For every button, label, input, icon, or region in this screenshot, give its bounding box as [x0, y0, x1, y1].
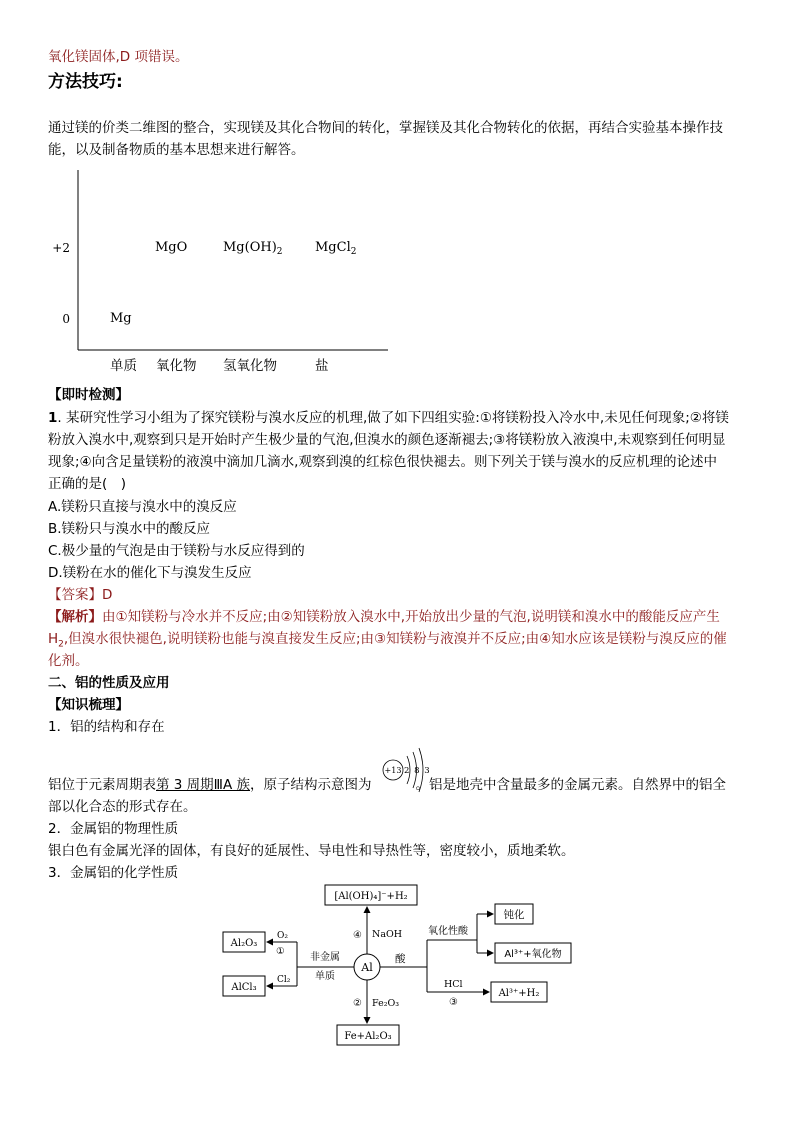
fe2o3-label: Fe₂O₃: [372, 998, 400, 1009]
prev-answer-tail: 氧化镁固体,D 项错误。: [48, 49, 189, 65]
x-category-label: 单质: [110, 358, 137, 374]
al-existence-line: 部以化合态的形式存在。: [48, 799, 197, 815]
nonmetal-label2: 单质: [315, 971, 335, 982]
electron-counts: 2 8 3: [404, 766, 431, 776]
al-center-label: Al: [361, 961, 373, 974]
compound-label: Mg: [110, 311, 132, 326]
question-number: 1: [48, 410, 58, 426]
nonmetal-label1: 非金属: [310, 952, 340, 963]
question-line1: [48, 408, 729, 428]
subsection-2: 2．金属铝的物理性质: [48, 821, 179, 837]
question-line3: 现象;④向含足量镁粉的液溴中滴加几滴水,观察到溴的红棕色很快褪去。则下列关于镁与溴水的反应机理的论述中: [48, 454, 717, 470]
al3-oxide-label: Al³⁺+氧化物: [504, 949, 562, 960]
al-period-group: 第 3 周期ⅢA 族: [156, 777, 251, 793]
explanation-text2: ,但溴水很快褪色,说明镁粉也能与溴直接发生反应;由③知镁粉与液溴并不反应;由④知水应该是镁粉与溴反应的催: [63, 631, 727, 647]
explanation-tag: 【解析】: [48, 609, 102, 625]
method-paragraph-line2: 能，以及制备物质的基本思想来进行解答。: [48, 142, 305, 158]
subsection-1: 1．铝的结构和存在: [48, 719, 165, 735]
physical-properties: 银白色有金属光泽的固体，有良好的延展性、导电性和导热性等，密度较小，质地柔软。: [48, 843, 575, 859]
acid-label: 酸: [395, 953, 406, 965]
al-position-text-b: ，原子结构示意图为: [250, 777, 372, 793]
h2-symbol: H: [48, 631, 59, 647]
question-text1: . 某研究性学习小组为了探究镁粉与溴水反应的机理,做了如下四组实验:①将镁粉投入冷水中,未见任何现象;②将镁: [57, 410, 729, 426]
al2o3-label: Al₂O₃: [230, 938, 258, 949]
compound-label: MgO: [155, 240, 188, 255]
option-d: D.镁粉在水的催化下与溴发生反应: [48, 565, 252, 581]
oxidizing-acid-label: 氧化性酸: [428, 926, 468, 937]
naoh-number: ④: [353, 930, 362, 941]
naoh-label: NaOH: [372, 929, 403, 940]
bottom-product-label: Fe+Al₂O₃: [344, 1031, 392, 1042]
method-heading: 方法技巧:: [48, 72, 123, 92]
al-position-text-a: 铝位于元素周期表: [48, 777, 156, 793]
explanation-line3: 化剂。: [48, 653, 89, 669]
answer-line: 【答案】D: [48, 587, 113, 603]
al-atom-structure-diagram: [380, 740, 436, 798]
method-paragraph-line1: 通过镁的价类二维图的整合，实现镁及其化合物间的转化，掌握镁及其化合物转化的依据，再结合实验基本操作技: [48, 120, 723, 136]
compound-label: $Mg(OH)_2$: [223, 240, 283, 257]
o2-label: O₂: [277, 931, 288, 941]
subsection-3: 3．金属铝的化学性质: [48, 865, 179, 881]
o2-number: ①: [276, 946, 285, 957]
option-a: A.镁粉只直接与溴水中的溴反应: [48, 499, 237, 515]
question-line2: 粉放入溴水中,观察到只是开始时产生极少量的气泡,但溴水的颜色逐渐褪去;③将镁粉放入液溴中,未观察到任何明显: [48, 432, 726, 448]
mg-valence-chart: [48, 165, 398, 380]
knowledge-tag: 【知识梳理】: [48, 697, 129, 713]
al-position-text-c: 。铝是地壳中含量最多的金属元素。自然界中的铝全: [415, 777, 727, 793]
hcl-number: ③: [449, 997, 458, 1008]
explanation-line2: [48, 629, 727, 655]
question-line4: 正确的是( ): [48, 476, 127, 492]
explanation-text1: 由①知镁粉与冷水并不反应;由②知镁粉放入溴水中,开始放出少量的气泡,说明镁和溴水中的酸能反应产生: [102, 609, 720, 625]
quiz-tag: 【即时检测】: [48, 387, 129, 403]
x-category-label: 氧化物: [156, 358, 197, 374]
option-b: B.镁粉只与溴水中的酸反应: [48, 521, 211, 537]
explanation-line1: [48, 607, 720, 627]
section-heading: 二、铝的性质及应用: [48, 675, 170, 691]
compound-label: MgCl$_2$: [315, 240, 357, 257]
alcl3-label: AlCl₃: [231, 982, 257, 993]
y-tick-label: 0: [62, 312, 70, 326]
al3-h2-label: Al³⁺+H₂: [498, 988, 540, 999]
y-tick-label: +2: [52, 241, 70, 255]
option-c: C.极少量的气泡是由于镁粉与水反应得到的: [48, 543, 305, 559]
al-reaction-diagram: [215, 880, 585, 1050]
top-product-label: [Al(OH)₄]⁻+H₂: [334, 891, 408, 902]
nucleus-charge: +13: [384, 766, 402, 775]
passivation-label: 钝化: [503, 909, 525, 921]
h2-subscript: 2: [58, 639, 64, 650]
fe2o3-number: ②: [353, 998, 362, 1009]
x-category-label: 盐: [315, 358, 329, 374]
hcl-label: HCl: [444, 979, 463, 990]
x-category-label: 氢氧化物: [223, 358, 277, 374]
cl2-label: Cl₂: [277, 975, 291, 985]
